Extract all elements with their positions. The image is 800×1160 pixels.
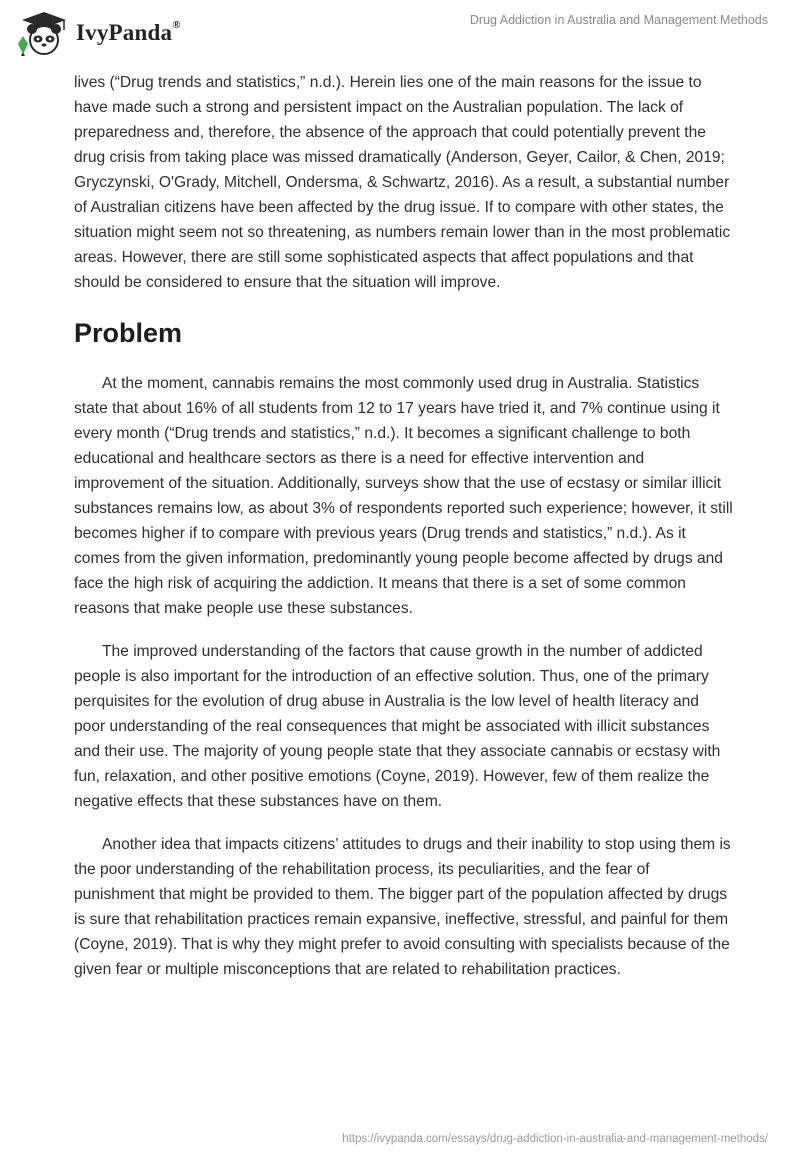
footer-source-url[interactable]: https://ivypanda.com/essays/drug-addiction-in-australia-and-management-methods/ [342, 1133, 768, 1145]
paragraph-rehabilitation: Another idea that impacts citizens’ attitudes to drugs and their inability to stop using them is the poor understanding of the rehabilitation process, its peculiarities, and the fear of punishment that might be provided to them. The bigger part of the population affected by drugs is sure that rehabilitation practices remain expansive, ineffective, stressful, and painful for them (Coyne, 2019). That is why they might prefer to avoid consulting with specialists because of the given fear or multiple misconceptions that are related to rehabilitation practices. [74, 836, 731, 978]
section-heading-problem: Problem [74, 318, 183, 348]
panda-logo-icon [14, 8, 70, 58]
document-title: Drug Addiction in Australia and Management Methods [469, 13, 768, 27]
paragraph-health-literacy: The improved understanding of the factors that cause growth in the number of addicted people is also important for the introduction of an effective solution. Thus, one of the primary perquisites for the evolution of drug abuse in Australia is the low level of health literacy and poor understanding of the real consequences that might be associated with illicit substances and their use. The majority of young people state that they associate cannabis or ecstasy with fun, relaxation, and other positive emotions (Coyne, 2019). However, few of them realize the negative effects that these substances have on them. [74, 643, 721, 810]
essay-content [74, 70, 734, 1000]
brand-name: IvyPanda® [76, 19, 181, 45]
paragraph-intro-continued: lives (“Drug trends and statistics,” n.d.). Herein lies one of the main reasons for the issue to have made such a strong and persistent impact on the Australian population. The lack of preparedness and, therefore, the absence of the approach that could potentially prevent the drug crisis from taking place was missed dramatically (Anderson, Geyer, Cailor, & Chen, 2019; Gryczynski, O'Grady, Mitchell, Ondersma, & Schwartz, 2016). As a result, a substantial number of Australian citizens have been affected by the drug issue. If to compare with other states, the situation might seem not so threatening, as numbers remain lower than in the most problematic areas. However, there are still some sophisticated aspects that affect populations and that should be considered to ensure that the situation will improve. [74, 74, 731, 291]
page-header [0, 0, 800, 68]
paragraph-cannabis-statistics: At the moment, cannabis remains the most commonly used drug in Australia. Statistics state that about 16% of all students from 12 to 17 years have tried it, and 7% continue using it every month (“Drug trends and statistics,” n.d.). It becomes a significant challenge to both educational and healthcare sectors as there is a need for effective intervention and improvement of the situation. Additionally, surveys show that the use of ecstasy or similar illicit substances remains low, as about 3% of respondents reported such experience; however, it still becomes higher if to compare with previous years (Drug trends and statistics,” n.d.). As it comes from the given information, predominantly young people become affected by drugs and face the high risk of acquiring the addiction. It means that there is a set of some common reasons that make people use these substances. [74, 375, 733, 617]
brand-logo[interactable] [14, 8, 181, 58]
